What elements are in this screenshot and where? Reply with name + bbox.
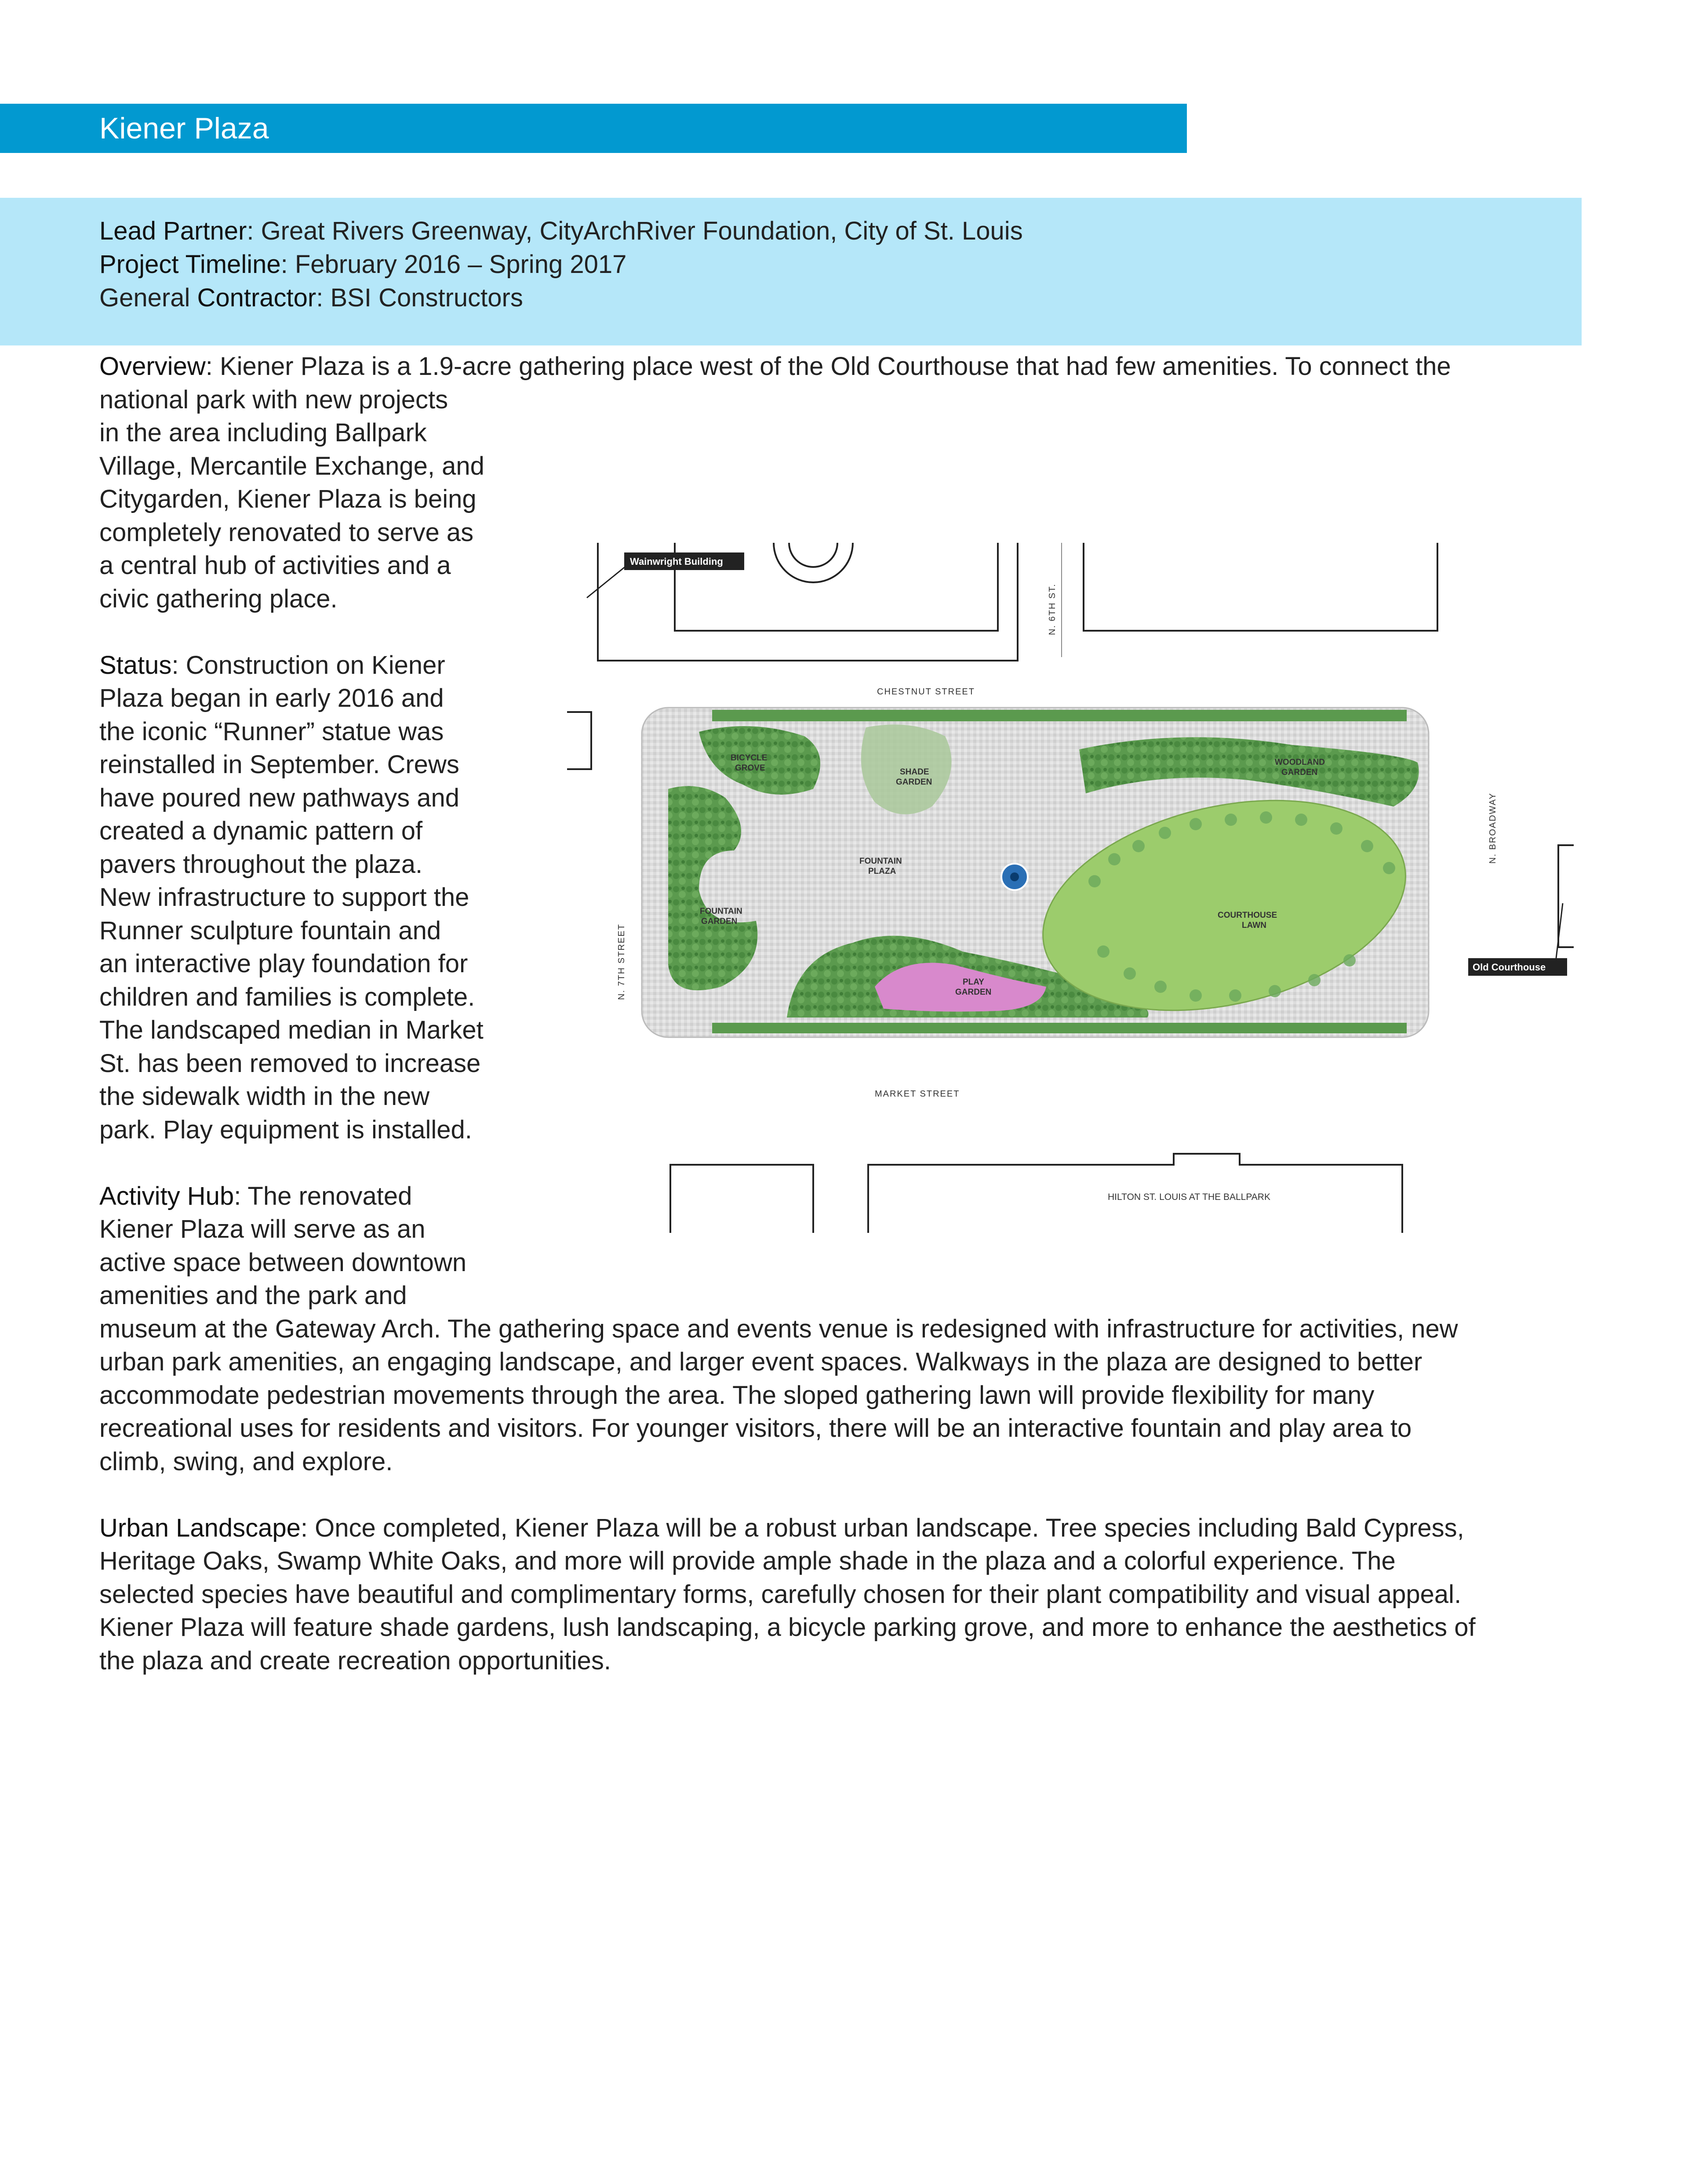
- overview-line-2: in the area including Ballpark: [99, 418, 427, 447]
- lead-partner-value: : Great Rivers Greenway, CityArchRiver Foundation, City of St. Louis: [247, 217, 1023, 245]
- broadway-label: N. BROADWAY: [1488, 792, 1498, 864]
- status-key: Status: [99, 651, 172, 680]
- east-building: [1558, 845, 1574, 947]
- shade-garden-label-2: GARDEN: [896, 778, 932, 787]
- fountain-garden-label-1: FOUNTAIN: [700, 907, 742, 916]
- contractor-key: Contractor: [197, 283, 316, 312]
- timeline-value: : February 2016 – Spring 2017: [280, 250, 627, 279]
- contractor-value: : BSI Constructors: [316, 283, 523, 312]
- status-line-1: Plaza began in early 2016 and: [99, 684, 444, 712]
- overview-line-3: Village, Mercantile Exchange, and: [99, 452, 484, 480]
- timeline-line: [99, 248, 626, 281]
- overview-line-0: [99, 350, 1451, 383]
- activity-line-3: amenities and the park and: [99, 1281, 407, 1310]
- activity-line-0: [99, 1180, 412, 1213]
- overview-line-6: a central hub of activities and a: [99, 551, 451, 580]
- status-line-4: have poured new pathways and: [99, 784, 460, 812]
- bicycle-grove-label-1: BICYCLE: [731, 753, 768, 763]
- urban-line-1: Heritage Oaks, Swamp White Oaks, and more will provide ample shade in the plaza and a colorful experience. The: [99, 1547, 1396, 1575]
- overview-line-7: civic gathering place.: [99, 585, 338, 613]
- hilton-label: HILTON ST. LOUIS AT THE BALLPARK: [1108, 1192, 1270, 1202]
- urban-line-0: [99, 1512, 1464, 1545]
- market-street-label: MARKET STREET: [875, 1089, 960, 1099]
- bicycle-grove-label-2: GROVE: [735, 763, 765, 773]
- activity-line-2: active space between downtown: [99, 1248, 467, 1277]
- urban-text-0: : Once completed, Kiener Plaza will be a robust urban landscape. Tree species including Bald Cypress,: [300, 1514, 1464, 1542]
- status-line-3: reinstalled in September. Crews: [99, 750, 459, 779]
- activity-key: Activity Hub: [99, 1182, 234, 1210]
- status-line-8: Runner sculpture fountain and: [99, 916, 441, 945]
- status-line-2: the iconic “Runner” statue was: [99, 717, 444, 746]
- status-line-5: created a dynamic pattern of: [99, 817, 423, 845]
- contractor-line: [99, 281, 523, 315]
- west-wall: [567, 712, 591, 769]
- fountain-garden-label-2: GARDEN: [701, 917, 738, 926]
- activity-line-6: accommodate pedestrian movements through the area. The sloped gathering lawn will provide flexibility for many: [99, 1381, 1375, 1410]
- activity-text-0: : The renovated: [234, 1182, 412, 1210]
- fountain-plaza-label-1: FOUNTAIN: [859, 857, 902, 866]
- old-courthouse-tag-label: Old Courthouse: [1473, 962, 1546, 973]
- lead-partner-line: [99, 214, 1023, 248]
- woodland-garden-label-1: WOODLAND: [1275, 758, 1325, 767]
- urban-line-4: the plaza and create recreation opportunities.: [99, 1646, 611, 1675]
- status-line-9: an interactive play foundation for: [99, 949, 468, 978]
- seventh-street-label: N. 7TH STREET: [617, 923, 626, 1000]
- activity-line-5: urban park amenities, an engaging landscape, and larger event spaces. Walkways in the plaza are designed to better: [99, 1348, 1422, 1376]
- status-line-12: St. has been removed to increase: [99, 1049, 481, 1078]
- activity-line-4: museum at the Gateway Arch. The gathering space and events venue is redesigned with infrastructure for activities, new: [99, 1315, 1458, 1343]
- activity-line-1: Kiener Plaza will serve as an: [99, 1215, 426, 1243]
- fountain-center: [1010, 872, 1019, 881]
- chestnut-street-label: CHESTNUT STREET: [877, 687, 975, 697]
- shade-garden-label-1: SHADE: [900, 767, 929, 777]
- play-garden-label-1: PLAY: [963, 978, 984, 987]
- north-tree-row: [712, 710, 1407, 721]
- fountain-plaza-label-2: PLAZA: [868, 867, 896, 876]
- lead-partner-key: Lead Partner: [99, 217, 247, 245]
- timeline-key: Project Timeline: [99, 250, 281, 279]
- south-tree-row: [712, 1023, 1407, 1033]
- status-line-13: the sidewalk width in the new: [99, 1082, 430, 1111]
- activity-line-8: climb, swing, and explore.: [99, 1447, 393, 1476]
- urban-line-3: Kiener Plaza will feature shade gardens, lush landscaping, a bicycle parking grove, and more to enhance the aesthetics of: [99, 1613, 1476, 1642]
- status-line-0: [99, 649, 445, 682]
- old-courthouse-leader: [1556, 903, 1563, 958]
- sixth-street-label: N. 6TH ST.: [1048, 583, 1057, 635]
- south-building-west: [670, 1165, 813, 1233]
- overview-key: Overview: [99, 352, 206, 381]
- urban-line-2: selected species have beautiful and complimentary forms, carefully chosen for their plant compatibility and visual appeal.: [99, 1580, 1462, 1609]
- overview-line-5: completely renovated to serve as: [99, 518, 474, 547]
- overview-line-1: national park with new projects: [99, 385, 448, 414]
- wainwright-tag-label: Wainwright Building: [630, 556, 723, 567]
- play-garden-label-2: GARDEN: [955, 988, 992, 997]
- woodland-garden-label-2: GARDEN: [1281, 768, 1318, 777]
- status-text-0: : Construction on Kiener: [171, 651, 445, 680]
- site-plan: [567, 543, 1574, 1235]
- overview-text-0: : Kiener Plaza is a 1.9-acre gathering place west of the Old Courthouse that had few amenities. To connect the: [205, 352, 1451, 381]
- courthouse-lawn-label-2: LAWN: [1242, 921, 1266, 930]
- urban-key: Urban Landscape: [99, 1514, 301, 1542]
- page-title: Kiener Plaza: [99, 112, 269, 145]
- status-line-11: The landscaped median in Market: [99, 1016, 484, 1044]
- contractor-prefix: General: [99, 283, 197, 312]
- status-line-10: children and families is complete.: [99, 983, 475, 1011]
- activity-line-7: recreational uses for residents and visitors. For younger visitors, there will be an interactive fountain and play area to: [99, 1414, 1412, 1443]
- status-line-14: park. Play equipment is installed.: [99, 1116, 472, 1144]
- overview-line-4: Citygarden, Kiener Plaza is being: [99, 485, 477, 513]
- courthouse-lawn-label-1: COURTHOUSE: [1218, 911, 1277, 920]
- status-line-6: pavers throughout the plaza.: [99, 850, 423, 879]
- status-line-7: New infrastructure to support the: [99, 883, 469, 912]
